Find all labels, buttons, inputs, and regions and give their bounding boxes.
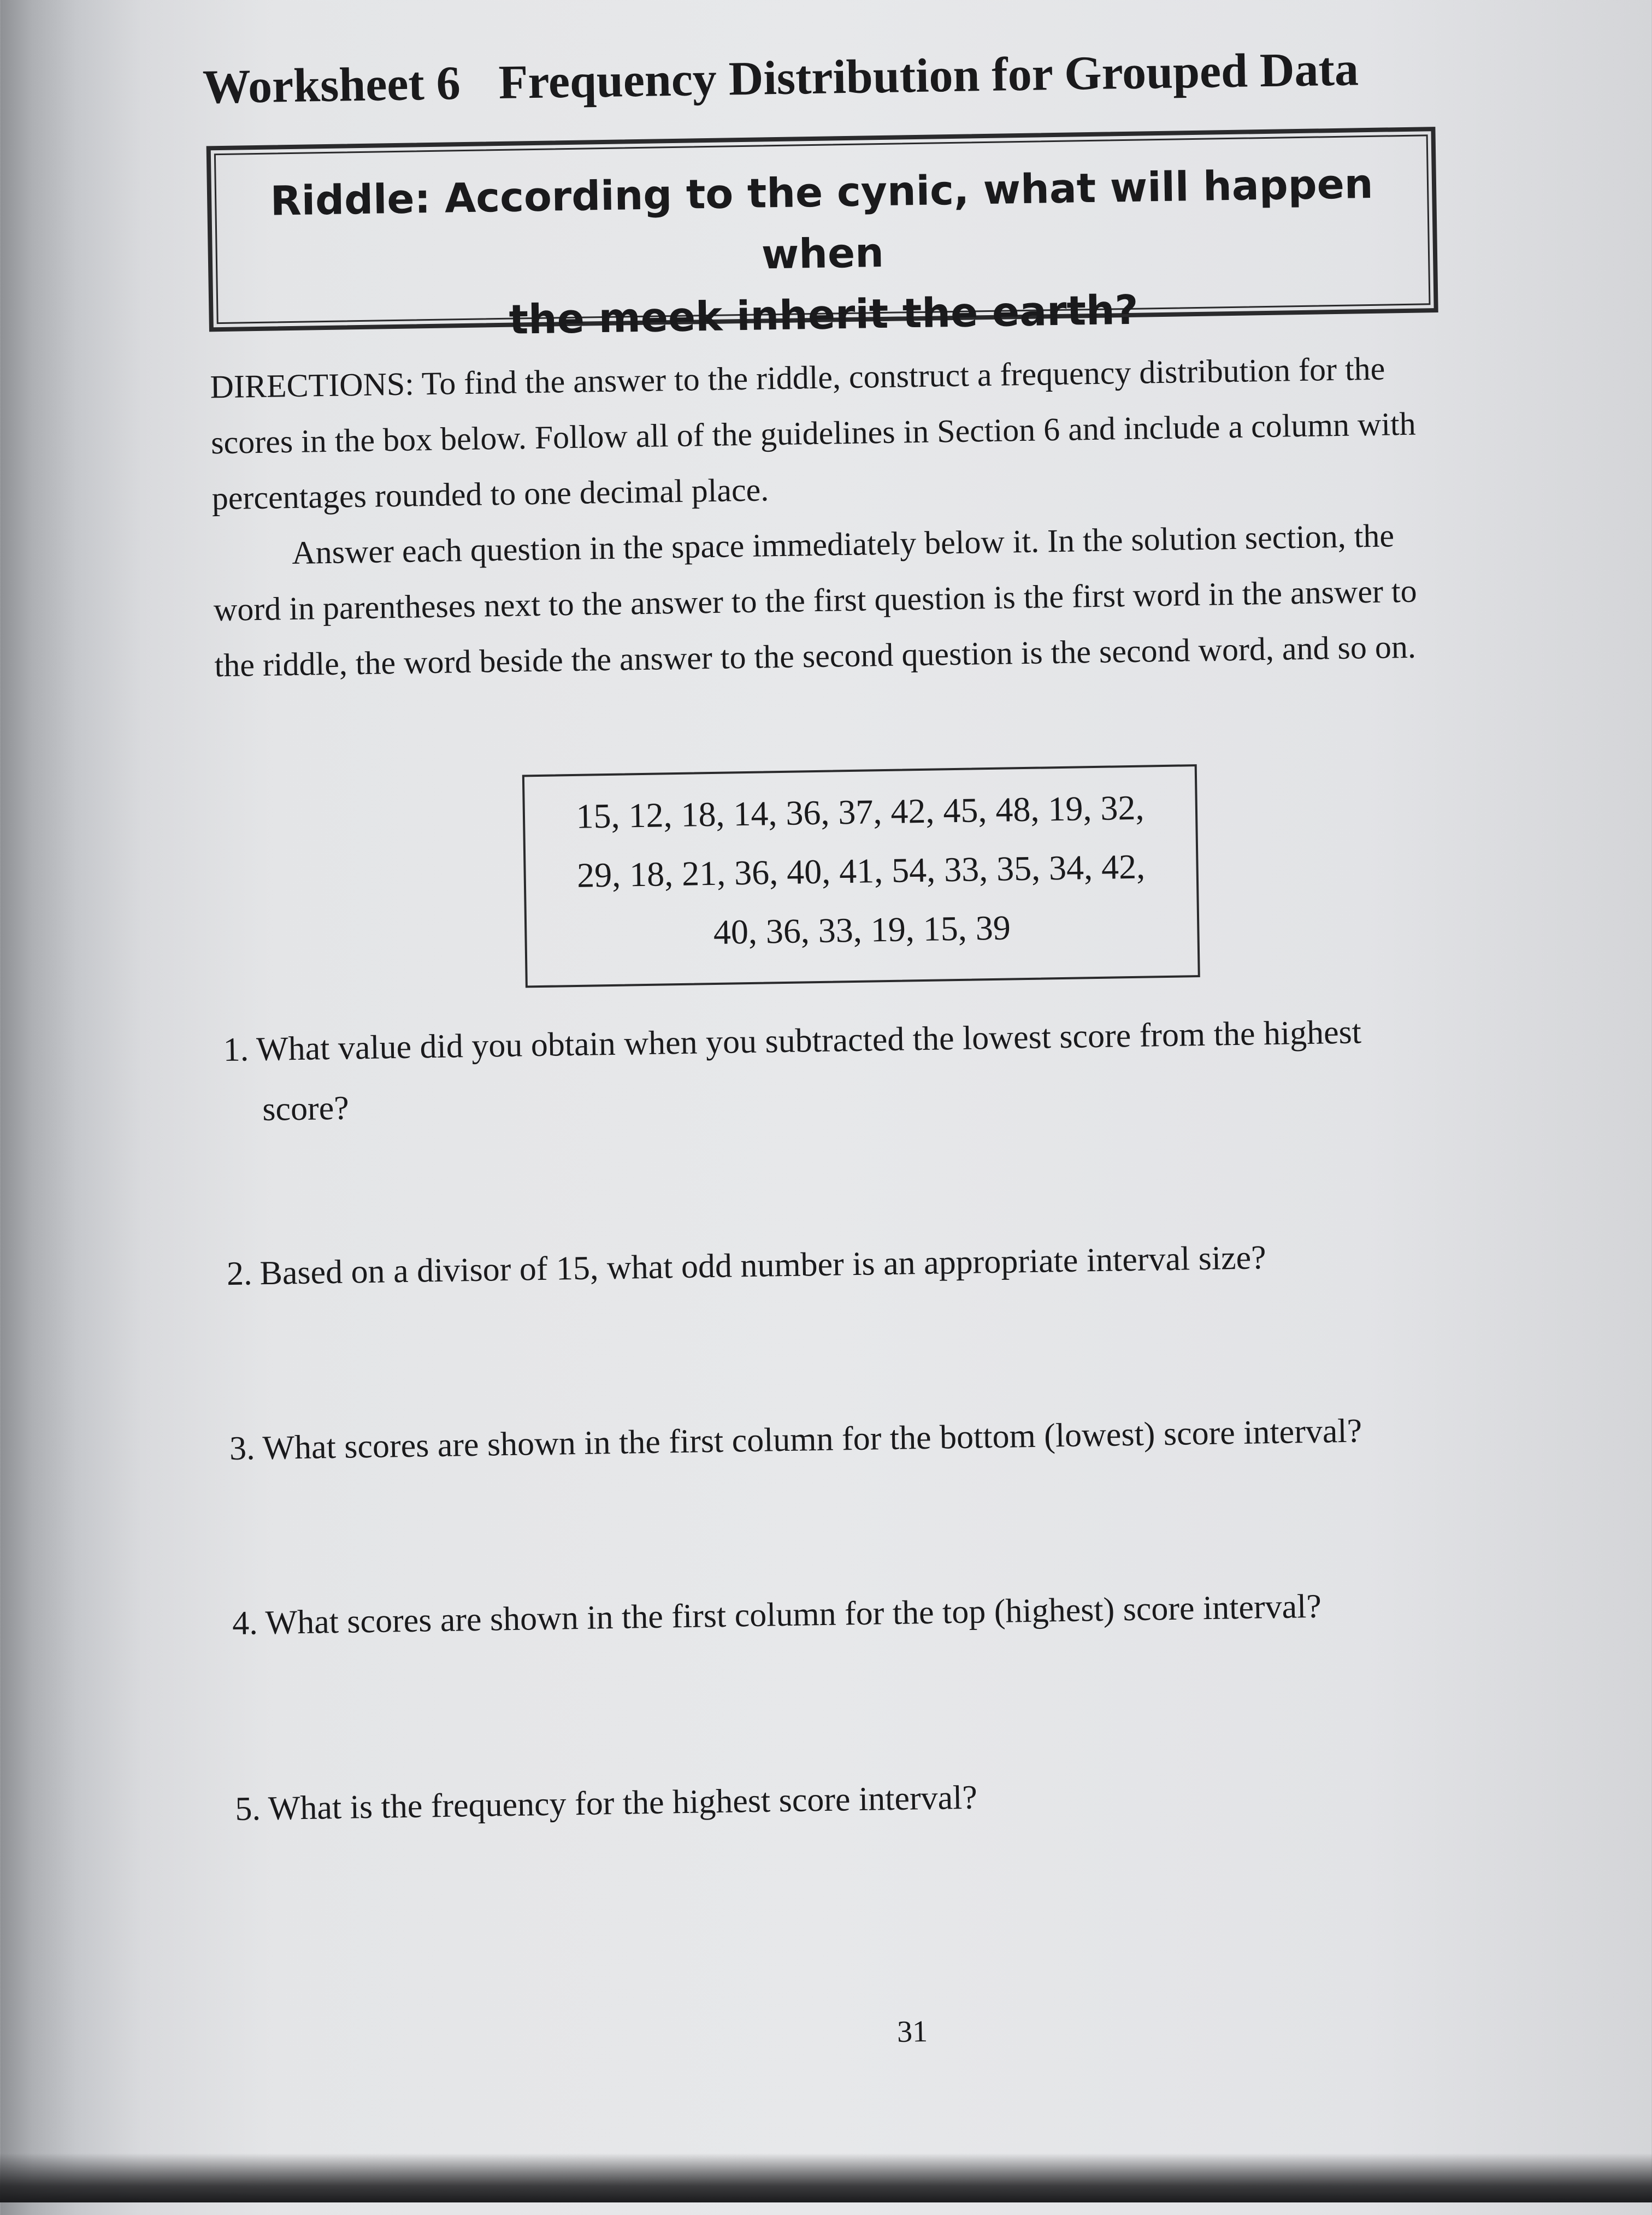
riddle-inner-frame (214, 134, 1431, 344)
directions-text-1: To find the answer to the riddle, construct a frequency distribution for the scores in the box below. Follow all of the guidelines in Section 6 and include a column with percentages rounded to one decimal place. (210, 350, 1417, 517)
riddle-box (206, 127, 1438, 344)
scores-line-2: 29, 18, 21, 36, 40, 41, 54, 33, 35, 34, 42, (576, 847, 1146, 895)
riddle-label: Riddle: (270, 175, 431, 225)
riddle-line-2: the meek inherit the earth? (509, 286, 1139, 344)
question-number: 1. (223, 1031, 249, 1069)
riddle-text-1: According to the cynic, what will happen when (444, 160, 1374, 279)
scores-line-3: 40, 36, 33, 19, 15, 39 (713, 908, 1011, 952)
worksheet-label: Worksheet 6 (202, 57, 461, 114)
directions-label: DIRECTIONS: (210, 365, 415, 405)
directions-paragraph-1 (210, 339, 1464, 526)
scores-box (522, 764, 1200, 988)
directions-paragraph-2: Answer each question in the space immediately below it. In the solution section, the word in parentheses next to the answer to the first question is the first word in the answer to the riddle, the word beside the answer to the second question is the second word, and so on. (213, 517, 1418, 684)
question-number: 4. (232, 1604, 258, 1642)
question-text: What is the frequency for the highest score interval? (268, 1779, 978, 1828)
scores-line-1: 15, 12, 18, 14, 36, 37, 42, 45, 48, 19, 32, (575, 788, 1144, 836)
directions (210, 339, 1466, 693)
page-number: 31 (896, 2015, 928, 2049)
question-4 (232, 1574, 1489, 1653)
question-3 (229, 1399, 1486, 1479)
page-bottom-shadow (0, 2153, 1652, 2202)
question-text: What scores are shown in the first column for the bottom (lowest) score interval? (262, 1412, 1362, 1467)
question-1 (223, 1000, 1481, 1140)
question-number: 2. (226, 1255, 253, 1293)
worksheet-heading: Frequency Distribution for Grouped Data (498, 43, 1359, 109)
question-5 (235, 1759, 1492, 1839)
question-number: 5. (234, 1790, 261, 1828)
worksheet-title (202, 42, 1359, 115)
question-2 (226, 1224, 1483, 1304)
question-continuation: score? (262, 1089, 350, 1129)
question-text: What value did you obtain when you subtracted the lowest score from the highest (256, 1013, 1362, 1068)
riddle-line-1 (216, 152, 1428, 294)
question-number: 3. (229, 1430, 256, 1468)
question-text: Based on a divisor of 15, what odd number is an appropriate interval size? (259, 1239, 1267, 1292)
question-text: What scores are shown in the first column for the top (highest) score interval? (265, 1587, 1322, 1642)
